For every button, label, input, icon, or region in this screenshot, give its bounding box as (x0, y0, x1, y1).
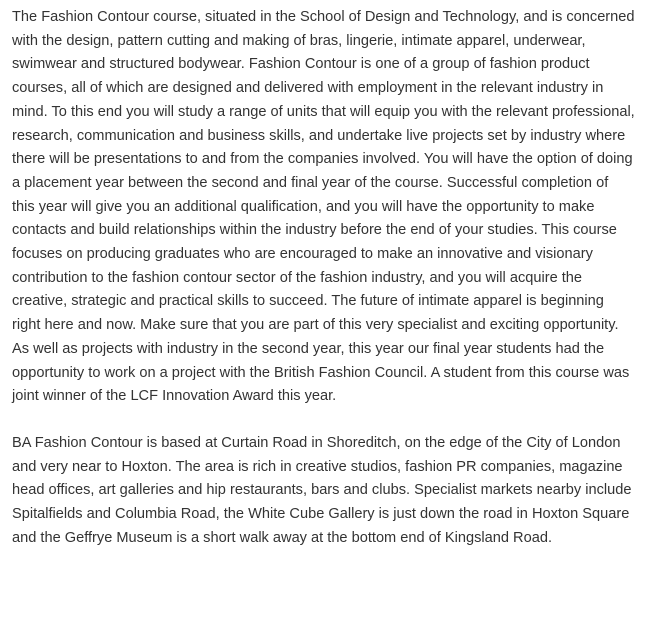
location-paragraph: BA Fashion Contour is based at Curtain Road in Shoreditch, on the edge of the City of London and very near to Hoxton. The area is rich in creative studios, fashion PR companies, magazine head offices, art galleries and hip restaurants, bars and clubs. Specialist markets nearby include Spitalfields and Columbia Road, the White Cube Gallery is just down the road in Hoxton Square and the Geffrye Museum is a short walk away at the bottom end of Kingsland Road. (12, 434, 632, 546)
course-overview-paragraph: The Fashion Contour course, situated in the School of Design and Technology, and is concerned with the design, pattern cutting and making of bras, lingerie, intimate apparel, underwear, swimwear and structured bodywear. Fashion Contour is one of a group of fashion product courses, all of which are designed and delivered with employment in the relevant industry in mind. To this end you will study a range of units that will equip you with the relevant professional, research, communication and business skills, and undertake live projects set by industry where there will be presentations to and from the companies involved. You will have the option of doing a placement year between the second and final year of the course. Successful completion of this year will give you an additional qualification, and you will have the opportunity to make contacts and build relationships within the industry before the end of your studies. This course focuses on producing graduates who are encouraged to make an innovative and visionary contribution to the fashion contour sector of the fashion industry, and you will acquire the creative, strategic and practical skills to succeed. The future of intimate apparel is beginning right here and now. Make sure that you are part of this very specialist and exciting opportunity. As well as projects with industry in the second year, this year our final year students had the opportunity to work on a project with the British Fashion Council. A student from this course was joint winner of the LCF Innovation Award this year. (12, 9, 635, 405)
